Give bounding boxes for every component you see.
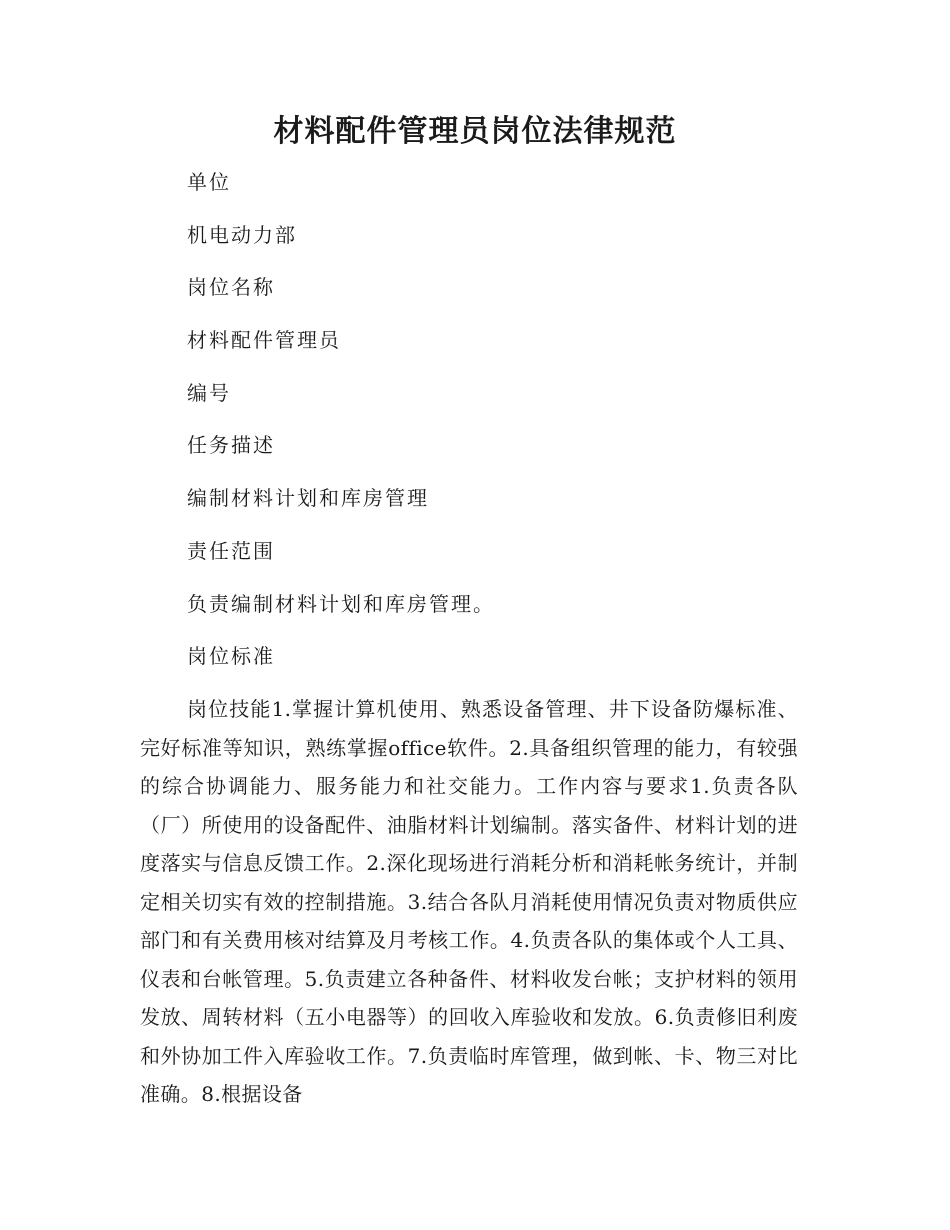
field-line: 负责编制材料计划和库房管理。: [187, 591, 495, 616]
field-line: 岗位标准: [187, 644, 275, 669]
field-line: 机电动力部: [187, 222, 297, 247]
field-line: 任务描述: [187, 433, 275, 458]
field-line: 编号: [187, 380, 231, 405]
field-line: 单位: [187, 170, 231, 194]
body-paragraph: 岗位技能1.掌握计算机使用、熟悉设备管理、井下设备防爆标准、完好标准等知识，熟练掌握office软件。2.具备组织管理的能力，有较强的综合协调能力、服务能力和社交能力。工作内容与要求1.负责各队（厂）所使用的设备配件、油脂材料计划编制。落实备件、材料计划的进度落实与信息反馈工作。2.深化现场进行消耗分析和消耗帐务统计，并制定相关切实有效的控制措施。3.结合各队月消耗使用情况负责对物质供应部门和有关费用核对结算及月考核工作。4.负责各队的集体或个人工具、仪表和台帐管理。5.负责建立各种备件、材料收发台帐；支护材料的领用发放、周转材料（五小电器等）的回收入库验收和发放。6.负责修旧利废和外协加工件入库验收工作。7.负责临时库管理，做到帐、卡、物三对比准确。8.根据设备: [140, 697, 798, 1106]
field-line: 编制材料计划和库房管理: [187, 486, 429, 511]
field-list: [187, 164, 495, 691]
field-line: 责任范围: [187, 538, 275, 563]
field-line: 材料配件管理员: [187, 328, 341, 353]
document-title: 材料配件管理员岗位法律规范: [273, 114, 677, 149]
field-line: 岗位名称: [187, 275, 275, 300]
